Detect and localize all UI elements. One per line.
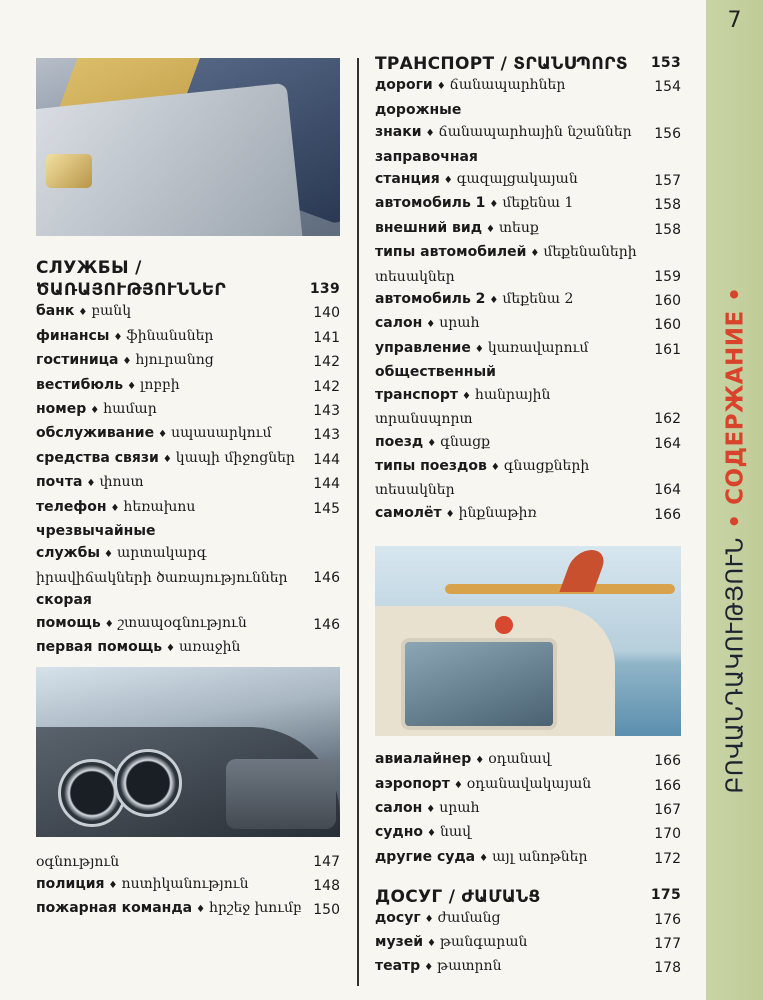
entry-page: 159 <box>654 268 681 285</box>
entry-page: 150 <box>313 902 340 919</box>
entry-ru: авиалайнер <box>375 751 472 768</box>
toc-entry <box>375 361 681 430</box>
diamond-icon: ♦ <box>486 223 496 235</box>
entry-page: 157 <box>654 173 681 190</box>
entry-ru: типы автомобилей <box>375 244 527 261</box>
entry-page: 158 <box>654 197 681 214</box>
credit-cards-photo <box>36 58 340 236</box>
diamond-icon: ♦ <box>461 390 471 402</box>
entry-ru: самолёт <box>375 504 442 521</box>
entry-page: 172 <box>654 850 681 867</box>
page-number: 7 <box>727 8 742 33</box>
toc-entry <box>375 797 681 821</box>
entry-ru: скорая помощь <box>36 592 101 631</box>
toc-entry <box>375 99 681 146</box>
entry-ru: почта <box>36 474 83 491</box>
toc-entry <box>36 897 340 921</box>
entry-hy: տեսք <box>499 219 539 236</box>
entry-ru: заправочная станция <box>375 148 478 188</box>
entry-page: 146 <box>313 569 340 586</box>
entry-ru: автомобиль 1 <box>375 195 486 212</box>
diamond-icon: ♦ <box>427 437 437 449</box>
diamond-icon: ♦ <box>475 755 485 767</box>
entry-ru: управление <box>375 339 471 356</box>
entry-hy: ոստիկանություն <box>121 875 249 892</box>
entry-page: 144 <box>313 451 340 468</box>
entry-hy: մեքենաների տեսակներ <box>375 244 637 285</box>
diamond-icon: ♦ <box>162 453 172 465</box>
entry-ru: чрезвычайные службы <box>36 523 156 562</box>
entry-hy: ֆինանսներ <box>126 327 214 344</box>
entry-ru: дорожные знаки <box>375 101 462 141</box>
entry-hy: հեռախոս <box>123 498 196 515</box>
side-title-dot: • <box>722 513 749 529</box>
diamond-icon: ♦ <box>425 128 435 140</box>
entry-ru: судно <box>375 824 424 841</box>
toc-entry <box>375 192 681 216</box>
entry-ru: вестибюль <box>36 376 124 393</box>
entry-page: 158 <box>654 221 681 238</box>
diamond-icon: ♦ <box>474 343 484 355</box>
toc-entry <box>36 398 340 422</box>
diamond-icon: ♦ <box>196 904 206 916</box>
left-entries-after-image <box>36 851 340 922</box>
toc-entry <box>375 288 681 312</box>
toc-entry <box>375 455 681 502</box>
diamond-icon: ♦ <box>108 879 118 891</box>
entry-page: 167 <box>654 801 681 818</box>
entry-hy: համար <box>103 401 157 418</box>
toc-entry <box>375 312 681 336</box>
entry-hy: առաջին <box>179 639 241 656</box>
right-column <box>375 52 681 980</box>
entry-page: 164 <box>654 435 681 452</box>
entry-hy: լոբբի <box>140 376 180 393</box>
diamond-icon: ♦ <box>158 429 168 441</box>
entry-page: 140 <box>313 305 340 322</box>
entry-ru: салон <box>375 315 423 332</box>
diamond-icon: ♦ <box>436 81 446 93</box>
entry-hy: փոստ <box>99 474 144 491</box>
diamond-icon: ♦ <box>445 508 455 520</box>
car-dashboard-photo <box>36 667 340 837</box>
toc-entry <box>36 300 340 324</box>
entry-hy: նավ <box>440 824 472 841</box>
toc-entry <box>375 431 681 455</box>
entry-hy: սրահ <box>439 315 480 332</box>
entry-page: 146 <box>313 616 340 633</box>
section-title-services: СЛУЖБЫ / ԾԱՌԱՅՈՒԹՅՈՒՆՆԵՐ 139 <box>36 258 340 301</box>
toc-entry <box>375 821 681 845</box>
entry-hy: օգնություն <box>36 853 120 870</box>
toc-entry <box>36 447 340 471</box>
entry-page: 166 <box>654 506 681 523</box>
entry-hy: օդանավ <box>488 751 551 768</box>
left-column <box>36 58 340 922</box>
entry-hy: թատրոն <box>437 958 502 975</box>
section-page: 139 <box>309 281 340 297</box>
entry-ru: досуг <box>375 909 421 926</box>
right-entries <box>375 74 681 526</box>
diamond-icon: ♦ <box>427 828 436 840</box>
entry-ru: типы поездов <box>375 457 487 474</box>
entry-ru: гостиница <box>36 352 119 369</box>
entry-page: 166 <box>654 753 681 770</box>
right-entries-after-image <box>375 748 681 870</box>
entry-hy: կառավարում <box>487 339 589 356</box>
entry-ru: обслуживание <box>36 425 155 442</box>
entry-ru: дороги <box>375 77 433 94</box>
column-divider <box>357 58 359 986</box>
toc-entry <box>36 873 340 897</box>
toc-entry <box>36 520 340 589</box>
toc-entry <box>375 502 681 526</box>
toc-entry <box>375 773 681 797</box>
toc-entry <box>36 422 340 446</box>
entry-ru: финансы <box>36 327 110 344</box>
diamond-icon: ♦ <box>490 461 500 473</box>
entry-page: 143 <box>313 403 340 420</box>
section-page: 175 <box>650 887 681 904</box>
toc-entry <box>36 349 340 373</box>
toc-entry <box>36 374 340 398</box>
entry-hy: հանրային տրանսպորտ <box>375 386 551 428</box>
entry-hy: ճանապարհային նշաններ <box>438 124 632 141</box>
toc-entry <box>375 955 681 979</box>
toc-entry <box>375 241 681 288</box>
toc-entry <box>36 589 340 636</box>
entry-hy: ժամանց <box>437 909 501 926</box>
diamond-icon: ♦ <box>489 199 499 211</box>
entry-page: 176 <box>654 911 681 928</box>
entry-ru: средства связи <box>36 449 159 466</box>
entry-page: 170 <box>654 826 681 843</box>
section-title-transport: ТРАНСПОРТ / ՏՐԱՆՍՊՈՐՏ 153 <box>375 52 681 74</box>
entry-hy: այլ անոթներ <box>492 848 588 865</box>
entry-ru: внешний вид <box>375 219 483 236</box>
entry-ru: полиция <box>36 875 105 892</box>
entry-ru: общественный транспорт <box>375 364 496 403</box>
diamond-icon: ♦ <box>104 549 114 561</box>
side-title-ru: СОДЕРЖАНИЕ <box>722 310 749 505</box>
section-title-leisure: ДОСУГ / ԺԱՄԱՆՑ 175 <box>375 884 681 906</box>
diamond-icon: ♦ <box>443 175 453 187</box>
entry-page: 154 <box>654 79 681 96</box>
toc-entry <box>375 337 681 361</box>
side-title-dot-end: • <box>722 286 749 302</box>
entry-page: 166 <box>654 777 681 794</box>
diamond-icon: ♦ <box>122 356 132 368</box>
entry-page: 142 <box>313 378 340 395</box>
toc-entry <box>375 217 681 241</box>
left-entries <box>36 300 340 660</box>
toc-entry <box>375 74 681 98</box>
diamond-icon: ♦ <box>453 779 463 791</box>
entry-page: 164 <box>654 482 681 499</box>
entry-hy: օդանավակայան <box>466 775 592 792</box>
diamond-icon: ♦ <box>479 852 489 864</box>
entry-ru: театр <box>375 958 421 975</box>
entry-hy: մեքենա 1 <box>502 195 574 212</box>
diamond-icon: ♦ <box>127 380 137 392</box>
entry-hy: հրշեջ խումբ <box>209 900 302 917</box>
entry-hy: սրահ <box>439 799 480 816</box>
toc-entry <box>36 496 340 520</box>
entry-page: 160 <box>654 293 681 310</box>
diamond-icon: ♦ <box>78 307 88 319</box>
diamond-icon: ♦ <box>86 478 96 490</box>
entry-page: 162 <box>654 411 681 428</box>
diamond-icon: ♦ <box>90 405 100 417</box>
diamond-icon: ♦ <box>427 937 436 949</box>
entry-page: 141 <box>313 329 340 346</box>
diamond-icon: ♦ <box>424 962 434 974</box>
entry-ru: пожарная команда <box>36 900 193 917</box>
entry-hy: թանգարան <box>439 933 528 950</box>
entry-ru: салон <box>375 799 423 816</box>
entry-hy: գազալցակայան <box>456 171 578 188</box>
entry-ru: музей <box>375 933 424 950</box>
entry-page: 143 <box>313 427 340 444</box>
diamond-icon: ♦ <box>104 618 114 630</box>
toc-entry <box>375 907 681 931</box>
entry-hy: հյուրանոց <box>135 352 214 369</box>
entry-hy: ինքնաթիռ <box>458 504 537 521</box>
entry-ru: банк <box>36 303 75 320</box>
entry-ru: другие суда <box>375 848 476 865</box>
diamond-icon: ♦ <box>426 319 436 331</box>
leisure-entries <box>375 907 681 980</box>
entry-hy: բանկ <box>91 303 131 320</box>
van-surfboard-photo <box>375 546 681 736</box>
entry-hy: արտակարգ իրավիճակների ծառայություններ <box>36 545 288 586</box>
entry-ru: номер <box>36 401 87 418</box>
side-title-hy: ԲՈՎԱՆԴԱԿՈՒԹՅՈՒՆ <box>722 537 749 794</box>
entry-page: 145 <box>313 500 340 517</box>
diamond-icon: ♦ <box>530 248 540 260</box>
entry-hy: կապի միջոցներ <box>175 449 295 466</box>
entry-page: 147 <box>313 853 340 870</box>
entry-page: 178 <box>654 960 681 977</box>
entry-page: 142 <box>313 354 340 371</box>
entry-ru: поезд <box>375 433 424 450</box>
entry-page: 160 <box>654 317 681 334</box>
toc-entry <box>375 846 681 870</box>
entry-ru: телефон <box>36 498 107 515</box>
entry-hy: ճանապարհներ <box>449 77 566 94</box>
toc-entry <box>36 636 340 660</box>
toc-entry <box>36 325 340 349</box>
toc-entry <box>375 146 681 193</box>
diamond-icon: ♦ <box>489 295 499 307</box>
entry-page: 144 <box>313 476 340 493</box>
entry-ru: первая помощь <box>36 639 163 656</box>
toc-entry <box>36 471 340 495</box>
entry-page: 177 <box>654 935 681 952</box>
diamond-icon: ♦ <box>166 643 176 655</box>
entry-page: 156 <box>654 126 681 143</box>
side-title <box>716 100 754 980</box>
toc-entry <box>375 931 681 955</box>
toc-entry <box>375 748 681 772</box>
entry-hy: գնացք <box>440 433 491 450</box>
entry-ru: автомобиль 2 <box>375 291 486 308</box>
diamond-icon: ♦ <box>113 331 123 343</box>
entry-page: 148 <box>313 877 340 894</box>
entry-hy: մեքենա 2 <box>502 291 574 308</box>
diamond-icon: ♦ <box>426 803 436 815</box>
entry-page: 161 <box>654 341 681 358</box>
entry-hy: շտապօգնություն <box>117 614 247 631</box>
diamond-icon: ♦ <box>424 913 434 925</box>
entry-hy: սպասարկում <box>171 425 272 442</box>
toc-entry <box>36 851 340 873</box>
diamond-icon: ♦ <box>110 502 120 514</box>
section-page: 153 <box>650 55 681 71</box>
entry-ru: аэропорт <box>375 775 450 792</box>
entry-hy: գնացքների տեսակներ <box>375 457 590 499</box>
